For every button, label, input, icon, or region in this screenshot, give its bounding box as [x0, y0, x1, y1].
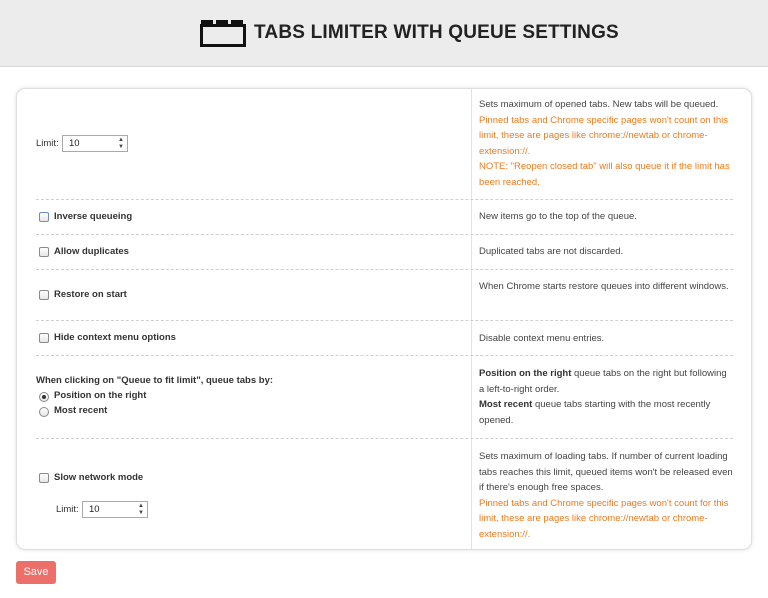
slow-limit-input[interactable]	[82, 501, 148, 518]
setting-desc-duplicates	[471, 235, 733, 269]
inverse-queueing-checkbox[interactable]	[39, 212, 49, 222]
restore-on-start-label: Restore on start	[54, 289, 127, 300]
tabs-logo-icon	[200, 19, 246, 47]
allow-duplicates-checkbox[interactable]	[39, 247, 49, 257]
position-right-desc-title: Position on the right	[479, 368, 572, 379]
limit-warning: Pinned tabs and Chrome specific pages won't count on this limit, these are pages like chrome://newtab or chrome-extension://.	[479, 114, 728, 157]
restore-on-start-checkbox[interactable]	[39, 290, 49, 300]
most-recent-label: Most recent	[54, 405, 108, 416]
setting-desc-limit	[471, 89, 733, 199]
setting-control-fit-order	[36, 356, 471, 438]
setting-row-context	[36, 321, 733, 356]
slow-limit-value: 10	[89, 504, 100, 515]
setting-row-restore	[36, 270, 733, 321]
most-recent-description	[479, 397, 733, 428]
allow-duplicates-label: Allow duplicates	[54, 246, 129, 257]
position-right-description	[479, 366, 733, 397]
limit-input[interactable]	[62, 135, 128, 152]
setting-desc-context	[471, 321, 733, 355]
slow-network-label: Slow network mode	[54, 472, 144, 483]
inverse-queueing-label: Inverse queueing	[54, 211, 133, 222]
setting-desc-slow-network	[471, 439, 733, 550]
most-recent-radio[interactable]	[39, 407, 49, 417]
setting-row-limit	[36, 89, 733, 200]
context-description: Disable context menu entries.	[479, 333, 605, 344]
setting-row-fit-order	[36, 356, 733, 439]
slow-limit-label: Limit:	[56, 504, 79, 515]
limit-label: Limit:	[36, 138, 59, 149]
header-title-group	[200, 18, 619, 48]
most-recent-desc-text: queue tabs starting with the most recently opened.	[479, 399, 711, 426]
slow-network-warning: Pinned tabs and Chrome specific pages won't count for this limit, these are pages like chrome://newtab or chrome-extension://.	[479, 497, 729, 540]
restore-description: When Chrome starts restore queues into different windows.	[479, 281, 729, 292]
setting-control-duplicates	[36, 235, 471, 269]
setting-control-restore	[36, 270, 471, 320]
setting-control-context	[36, 321, 471, 355]
save-button[interactable]: Save	[16, 561, 56, 584]
limit-description: Sets maximum of opened tabs. New tabs will be queued.	[479, 99, 719, 110]
hide-context-menu-label: Hide context menu options	[54, 332, 176, 343]
position-right-label: Position on the right	[54, 390, 147, 401]
most-recent-desc-title: Most recent	[479, 399, 533, 410]
position-right-radio[interactable]	[39, 392, 49, 402]
limit-value: 10	[69, 138, 80, 149]
inverse-description: New items go to the top of the queue.	[479, 211, 637, 222]
slow-network-checkbox[interactable]	[39, 473, 49, 483]
page-title: TABS LIMITER WITH QUEUE SETTINGS	[254, 22, 619, 43]
setting-row-inverse	[36, 200, 733, 235]
setting-desc-restore	[471, 270, 733, 320]
setting-control-inverse	[36, 200, 471, 234]
setting-control-slow-network	[36, 439, 471, 550]
setting-control-limit	[36, 89, 471, 199]
page-header	[0, 0, 768, 67]
duplicates-description: Duplicated tabs are not discarded.	[479, 246, 624, 257]
settings-card	[16, 88, 752, 550]
position-right-desc-text: queue tabs on the right but following a left-to-right order.	[479, 368, 727, 395]
limit-note: NOTE: "Reopen closed tab" will also queue it if the limit has been reached.	[479, 161, 730, 188]
hide-context-menu-checkbox[interactable]	[39, 333, 49, 343]
setting-row-duplicates	[36, 235, 733, 270]
setting-row-slow-network	[36, 439, 733, 550]
slow-spinner-arrows-icon[interactable]: ▲ ▼	[138, 503, 144, 516]
setting-desc-inverse	[471, 200, 733, 234]
fit-order-heading: When clicking on "Queue to fit limit", queue tabs by:	[36, 375, 274, 386]
setting-desc-fit-order	[471, 356, 733, 438]
spinner-arrows-icon[interactable]: ▲ ▼	[118, 137, 124, 150]
slow-network-description: Sets maximum of loading tabs. If number of current loading tabs reaches this limit, queued items won't be released even if there's enough free spaces.	[479, 451, 733, 493]
